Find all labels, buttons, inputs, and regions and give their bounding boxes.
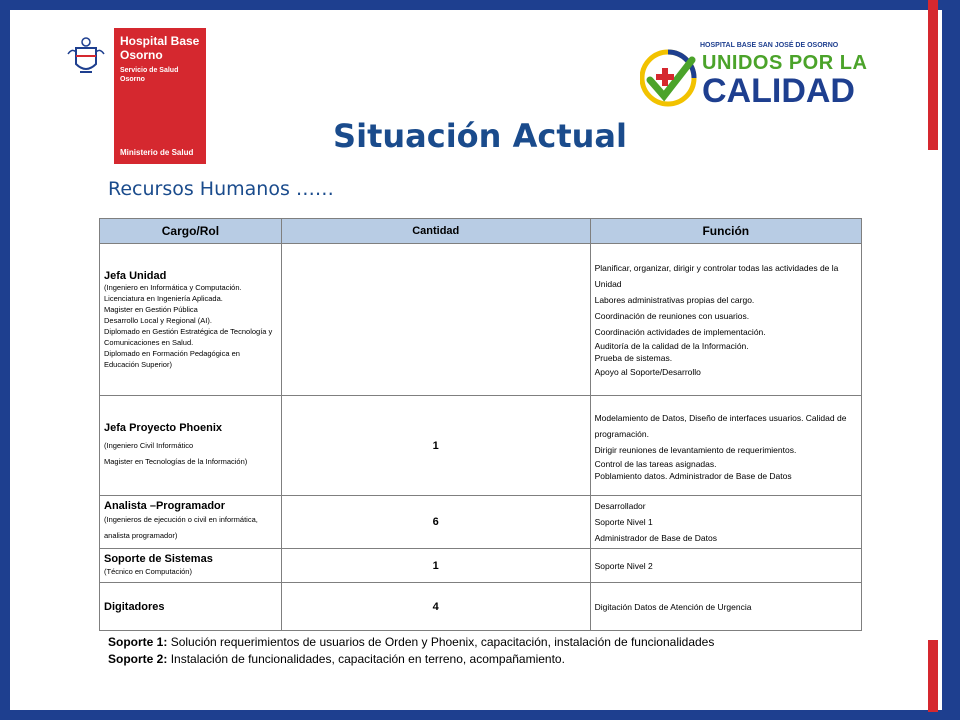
role-name: Jefa Proyecto Phoenix bbox=[104, 421, 222, 434]
footnote-text: Instalación de funcionalidades, capacitación en terreno, acompañamiento. bbox=[170, 652, 565, 666]
function-item: Coordinación de reuniones con usuarios. bbox=[594, 310, 750, 321]
count-cell: 6 bbox=[281, 496, 590, 549]
function-item: Modelamiento de Datos, Diseño de interfaces usuarios. Calidad de programación. bbox=[594, 412, 847, 439]
checkmark-cross-icon bbox=[640, 42, 700, 115]
logo-hospital-label: HOSPITAL BASE SAN JOSÉ DE OSORNO bbox=[700, 42, 839, 49]
logo-slogan-line2: CALIDAD bbox=[702, 72, 855, 110]
column-header-role: Cargo/Rol bbox=[100, 219, 282, 244]
page-title: Situación Actual bbox=[333, 117, 627, 155]
role-detail: Diplomado en Formación Pedagógica en Educación Superior) bbox=[104, 348, 240, 369]
function-item: Administrador de Base de Datos bbox=[594, 533, 717, 543]
function-cell bbox=[590, 244, 861, 396]
function-cell bbox=[590, 396, 861, 496]
function-cell bbox=[590, 549, 861, 583]
role-name: Digitadores bbox=[104, 600, 165, 613]
footnote-text: Solución requerimientos de usuarios de Orden y Phoenix, capacitación, instalación de funcionalidades bbox=[170, 635, 715, 649]
role-cell bbox=[100, 244, 282, 396]
right-stripe bbox=[942, 0, 960, 720]
function-item: Planificar, organizar, dirigir y controlar todas las actividades de la Unidad bbox=[594, 262, 839, 289]
role-detail: Licenciatura en Ingeniería Aplicada. bbox=[104, 293, 223, 303]
red-stripe-bottom bbox=[928, 640, 938, 720]
role-cell bbox=[100, 583, 282, 631]
role-detail: (Técnico en Computación) bbox=[104, 566, 192, 576]
footnotes bbox=[108, 634, 714, 668]
footnote-label: Soporte 2: bbox=[108, 652, 168, 666]
function-item: Prueba de sistemas. bbox=[594, 352, 673, 363]
ministry-label: Ministerio de Salud bbox=[120, 148, 194, 157]
role-detail: Magister en Gestión Pública bbox=[104, 304, 198, 314]
role-detail: (Ingeniero Civil Informático bbox=[104, 440, 194, 450]
role-name: Jefa Unidad bbox=[104, 269, 167, 282]
function-item: Desarrollador bbox=[594, 501, 646, 511]
table-row bbox=[100, 583, 862, 631]
function-item: Auditoría de la calidad de la Información. bbox=[594, 340, 749, 351]
table-header-row bbox=[100, 219, 862, 244]
function-cell bbox=[590, 496, 861, 549]
column-header-count: Cantidad bbox=[281, 219, 590, 244]
hospital-name: Hospital Base Osorno bbox=[120, 34, 200, 62]
function-item: Soporte Nivel 1 bbox=[594, 517, 653, 527]
count-cell: 1 bbox=[281, 396, 590, 496]
column-header-function: Función bbox=[590, 219, 861, 244]
role-cell bbox=[100, 549, 282, 583]
coat-of-arms-icon bbox=[64, 34, 108, 85]
function-item: Dirigir reuniones de levantamiento de requerimientos. bbox=[594, 444, 797, 455]
role-cell bbox=[100, 496, 282, 549]
role-name: Analista –Programador bbox=[104, 500, 226, 512]
function-item: Coordinación actividades de implementación. bbox=[594, 326, 766, 337]
count-cell: 4 bbox=[281, 583, 590, 631]
role-detail: (Ingeniero en Informática y Computación. bbox=[104, 282, 242, 292]
function-item: Control de las tareas asignadas. bbox=[594, 458, 717, 469]
function-cell bbox=[590, 583, 861, 631]
table-row bbox=[100, 496, 862, 549]
role-detail: (Ingenieros de ejecución o civil en informática, analista programador) bbox=[104, 515, 258, 540]
function-item: Apoyo al Soporte/Desarrollo bbox=[594, 366, 701, 377]
quality-logo bbox=[640, 40, 868, 112]
staff-table bbox=[99, 218, 862, 631]
role-cell bbox=[100, 396, 282, 496]
role-detail: Magister en Tecnologías de la Información) bbox=[104, 456, 248, 466]
table-row bbox=[100, 396, 862, 496]
section-subtitle: Recursos Humanos …… bbox=[108, 178, 334, 200]
footnote bbox=[108, 651, 714, 668]
count-cell bbox=[281, 244, 590, 396]
footnote-label: Soporte 1: bbox=[108, 635, 168, 649]
footnote bbox=[108, 634, 714, 651]
role-name: Soporte de Sistemas bbox=[104, 552, 213, 565]
function-item: Poblamiento datos. Administrador de Base de Datos bbox=[594, 470, 792, 481]
health-service: Servicio de Salud Osorno bbox=[120, 67, 179, 83]
table-row bbox=[100, 549, 862, 583]
function-item: Soporte Nivel 2 bbox=[594, 560, 653, 571]
table-row bbox=[100, 244, 862, 396]
function-item: Digitación Datos de Atención de Urgencia bbox=[594, 601, 752, 612]
logo-slogan-line1: UNIDOS POR LA bbox=[702, 52, 868, 74]
count-cell: 1 bbox=[281, 549, 590, 583]
role-detail: Desarrollo Local y Regional (AI). bbox=[104, 315, 212, 325]
bottom-bar bbox=[0, 712, 960, 720]
function-item: Labores administrativas propias del cargo. bbox=[594, 294, 755, 305]
role-detail: Diplomado en Gestión Estratégica de Tecnología y Comunicaciones en Salud. bbox=[104, 326, 273, 347]
